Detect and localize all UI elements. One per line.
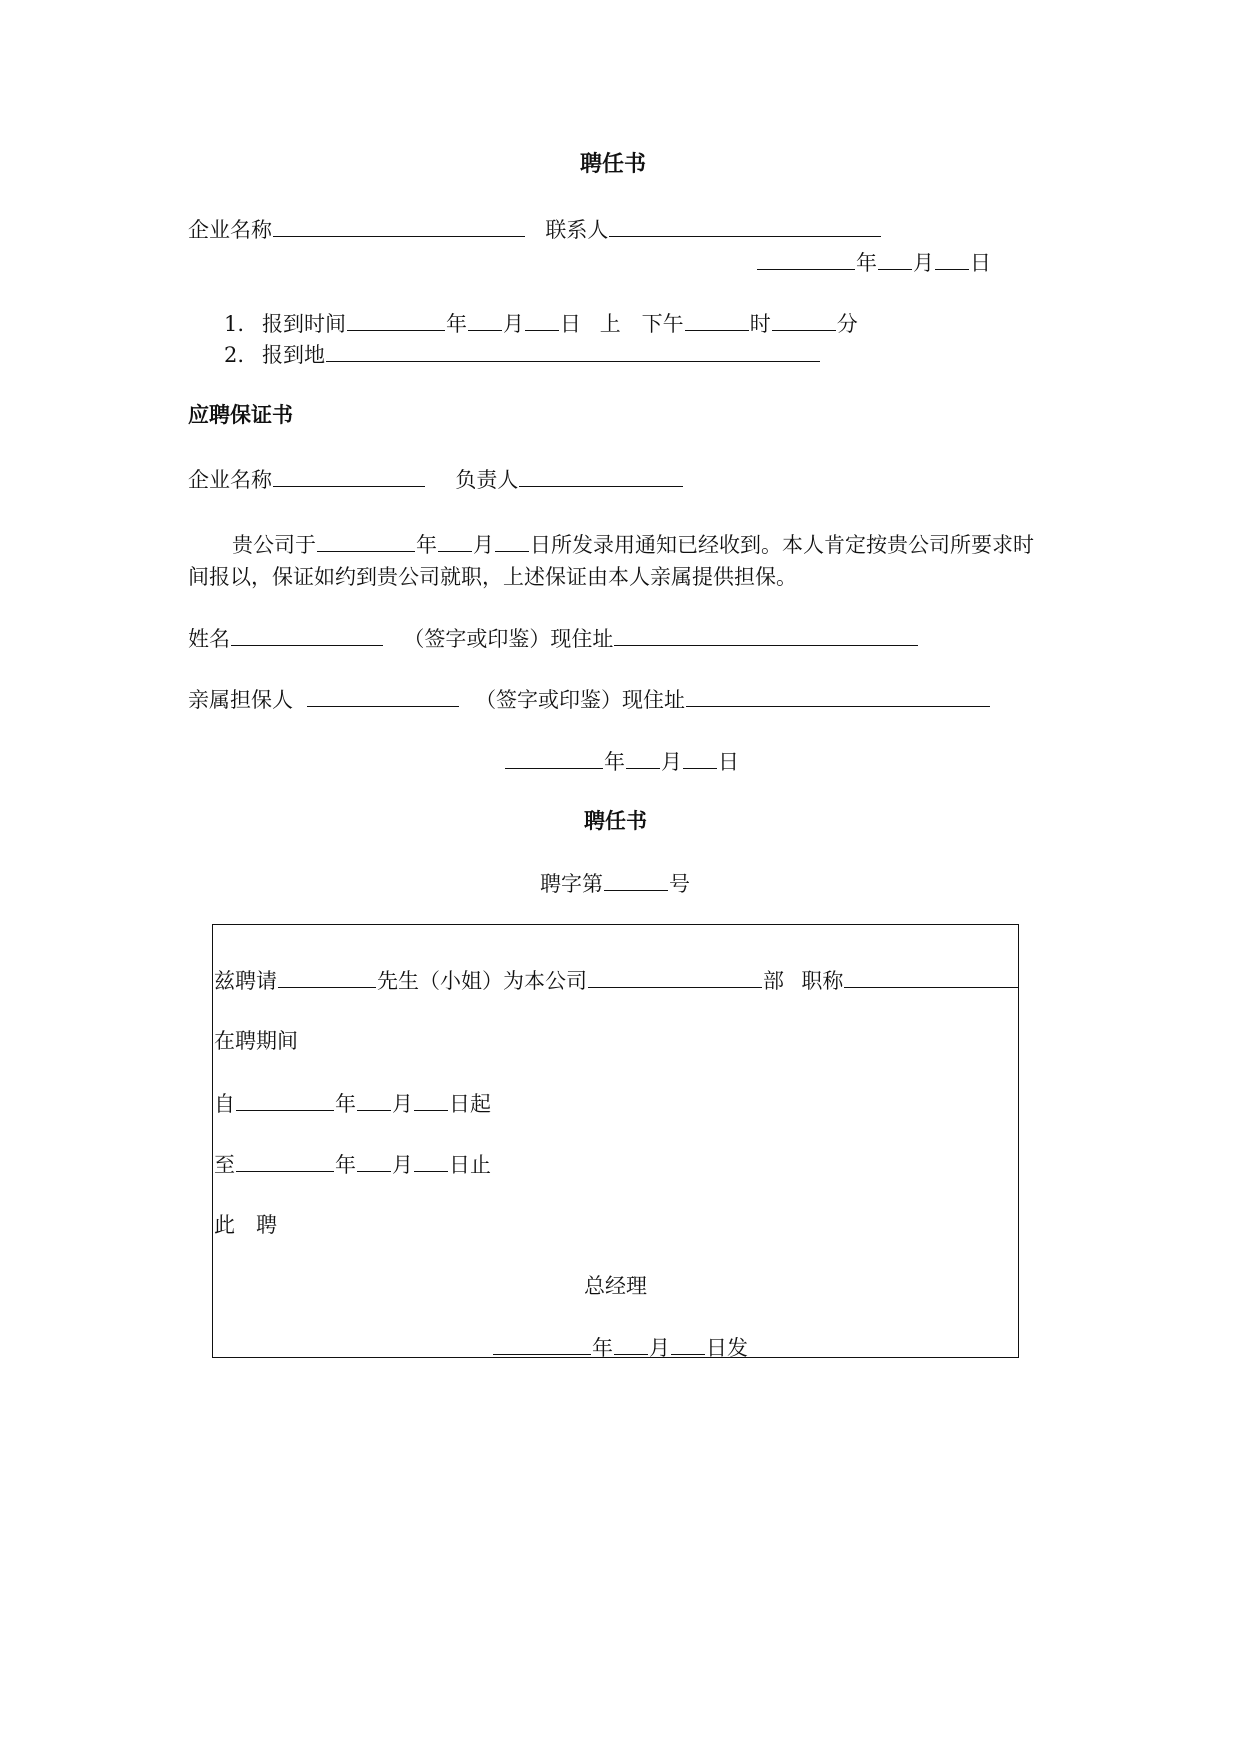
report-place-row [224,341,821,368]
month-label: 月 [473,533,494,557]
month-label: 月 [392,1092,413,1116]
applicant-address-field[interactable] [614,625,918,646]
sign-address-label: （签字或印鉴）现住址 [475,688,686,712]
month-label: 月 [913,251,934,275]
report-place-label: 报到地 [262,343,325,367]
position-field[interactable] [844,967,1018,988]
notice-year-field[interactable] [317,531,415,552]
contact-field[interactable] [609,216,881,237]
day-label: 日起 [449,1092,491,1116]
notice-month-field[interactable] [438,531,472,552]
day-label: 日 [560,312,581,336]
year-label: 年 [604,750,625,774]
year-label: 年 [856,251,877,275]
report-time-label: 报到时间 [262,312,346,336]
department-field[interactable] [588,967,762,988]
guarantor-label: 亲属担保人 [188,688,293,712]
report-year-field[interactable] [347,310,445,331]
department-label: 部 [763,969,784,993]
offer-company-row [188,216,882,243]
from-date-row [214,1090,491,1117]
list-number: 1. [224,312,245,336]
guarantee-body-line2: 间报以，保证如约到贵公司就职，上述保证由本人亲属提供担保。 [188,565,797,589]
to-year-field[interactable] [236,1151,334,1172]
guarantee-date-row [504,748,739,775]
person-in-charge-field[interactable] [519,466,683,487]
ref-prefix: 聘字第 [540,872,603,896]
sign-address-label: （签字或印鉴）现住址 [403,627,614,651]
report-hour-field[interactable] [685,310,749,331]
report-time-row [224,310,858,337]
minute-label: 分 [836,312,858,336]
offer-day-field[interactable] [935,249,969,270]
day-label: 日 [718,750,739,774]
appointment-title: 聘任书 [584,809,647,833]
offer-year-field[interactable] [757,249,855,270]
report-minute-field[interactable] [772,310,836,331]
guarantee-company-row [188,466,684,493]
month-label: 月 [392,1153,413,1177]
period-label: 在聘期间 [214,1029,298,1053]
hour-label: 时 [749,312,771,336]
ref-suffix: 号 [669,872,690,896]
from-day-field[interactable] [414,1090,448,1111]
guarantee-title: 应聘保证书 [188,403,293,427]
year-label: 年 [446,312,467,336]
offer-letter-title: 聘任书 [580,152,647,177]
report-month-field[interactable] [468,310,502,331]
applicant-row [188,625,919,652]
year-label: 年 [335,1092,356,1116]
from-month-field[interactable] [357,1090,391,1111]
issue-month-field[interactable] [614,1334,648,1355]
day-label: 日 [970,251,991,275]
invite-prefix: 兹聘请 [214,969,277,993]
report-place-field[interactable] [326,341,820,362]
appointee-name-field[interactable] [278,967,376,988]
to-month-field[interactable] [357,1151,391,1172]
guarantee-day-field[interactable] [683,748,717,769]
applicant-name-field[interactable] [231,625,383,646]
reference-row [540,870,690,897]
month-label: 月 [503,312,524,336]
guarantee-year-field[interactable] [505,748,603,769]
hereby-text: 此 聘 [214,1213,277,1237]
to-prefix: 至 [214,1153,235,1177]
day-label: 日止 [449,1153,491,1177]
year-label: 年 [416,533,437,557]
month-label: 月 [661,750,682,774]
company-label: 企业名称 [188,468,272,492]
year-label: 年 [592,1336,613,1360]
offer-month-field[interactable] [878,249,912,270]
issue-year-field[interactable] [493,1334,591,1355]
to-date-row [214,1151,491,1178]
guarantor-row [188,686,991,713]
body-prefix: 贵公司于 [232,533,316,557]
person-in-charge-label: 负责人 [455,468,519,492]
issue-date-row [492,1334,748,1361]
general-manager-label: 总经理 [584,1274,647,1298]
list-number: 2. [224,343,245,367]
guarantee-company-field[interactable] [273,466,425,487]
from-prefix: 自 [214,1092,235,1116]
contact-label: 联系人 [545,218,609,242]
from-year-field[interactable] [236,1090,334,1111]
month-label: 月 [649,1336,670,1360]
year-label: 年 [335,1153,356,1177]
name-label: 姓名 [188,627,230,651]
am-pm-label: 上 下午 [599,312,684,336]
report-day-field[interactable] [525,310,559,331]
notice-day-field[interactable] [495,531,529,552]
guarantor-name-field[interactable] [307,686,459,707]
position-label: 职称 [801,969,844,993]
reference-number-field[interactable] [604,870,668,891]
invite-mid: 先生（小姐）为本公司 [377,969,587,993]
guarantee-month-field[interactable] [626,748,660,769]
issue-day-field[interactable] [671,1334,705,1355]
offer-date-row [756,249,991,276]
company-name-field[interactable] [273,216,525,237]
body-text: 日所发录用通知已经收到。本人肯定按贵公司所要求时 [530,533,1034,557]
day-label: 日发 [706,1336,748,1360]
to-day-field[interactable] [414,1151,448,1172]
guarantor-address-field[interactable] [686,686,990,707]
company-label: 企业名称 [188,218,272,242]
invite-row [214,967,1019,994]
guarantee-body-line1 [232,531,1034,558]
